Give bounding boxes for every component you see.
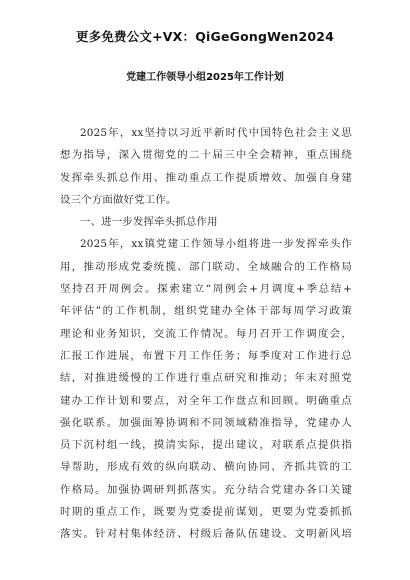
paragraph-line: 设三个方面做好党工作。 [60, 193, 177, 206]
paragraph-line: 年评估”的工作机制，组织党建办全体干部每周学习政策 [60, 305, 352, 318]
paragraph-line: 2025年，xx镇党建工作领导小组将进一步发挥牵头作 [80, 238, 352, 251]
paragraph-line: 理论和业务知识，交流工作情况。每月召开工作调度会， [60, 327, 352, 340]
paragraph-line: 导帮助，形成有效的纵向联动、横向协同、齐抓共管的工 [60, 461, 352, 474]
paragraph-line: 员下沉村组一线，摸清实际，提出建议，对联系点提供指 [60, 439, 352, 452]
paragraph-line: 结，对推进缓慢的工作进行重点研究和推动；年末对照党 [60, 372, 352, 385]
paragraph-line: 落实。针对村集体经济、村级后备队伍建设、文明新风培 [60, 528, 352, 541]
section-heading: 一、进一步发挥牵头抓总作用 [80, 216, 218, 229]
paragraph-line: 2025年，xx坚持以习近平新时代中国特色社会主义思 [80, 127, 352, 139]
paragraph-line: 时期的重点工作，既要为党委提前谋划，更要为党委抓抓 [60, 506, 352, 519]
document-body [60, 122, 352, 546]
paragraph-line: 作格局。加强协调研判抓落实。充分结合党建办各口关键 [60, 483, 352, 496]
document-title: 党建工作领导小组2025年工作计划 [126, 72, 284, 83]
paragraph-line: 用，推动形成党委统揽、部门联动、全域融合的工作格局 [60, 260, 352, 273]
paragraph-line: 发挥牵头抓总作用、推动重点工作提质增效、加强自身建 [60, 171, 352, 184]
paragraph-line: 汇报工作进展，布置下月工作任务；每季度对工作进行总 [60, 349, 352, 362]
paragraph-line: 建办工作计划和要点，对全年工作盘点和回顾。明确重点 [60, 394, 352, 407]
paragraph-line: 强化联系。加强面筹协调和不同领域精准指导，党建办人 [60, 416, 352, 429]
promo-banner: 更多免费公文+VX：QiGeGongWen2024 [75, 29, 335, 44]
paragraph-line: 想为指导，深入贯彻党的二十届三中全会精神，重点围绕 [60, 149, 352, 162]
paragraph-line: 坚持召开周例会。探索建立“周例会+月调度+季总结+ [60, 283, 352, 296]
